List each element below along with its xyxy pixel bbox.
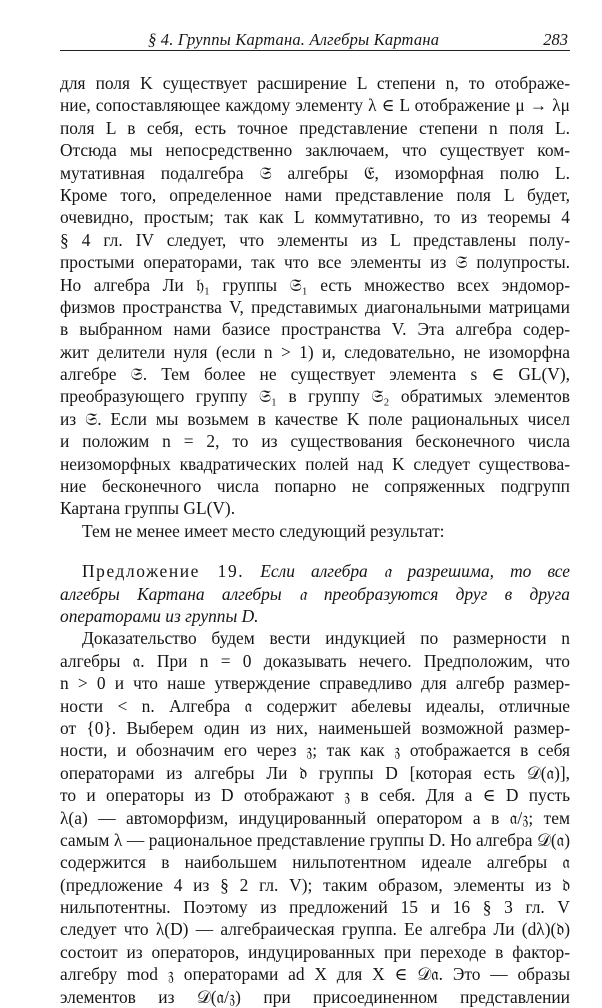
- proposition-statement: Если алгебра 𝔞 разрешима, то все: [244, 561, 570, 582]
- text-line: очевидно, простым; так как L коммутативно, то из теоремы 4: [60, 207, 570, 228]
- text-line: Но алгебра Ли 𝔥₁ группы 𝔖₁ есть множество всех эндомор-: [60, 274, 570, 295]
- page-body: [60, 72, 570, 1008]
- text-line: от {0}. Выберем один из них, наименьшей возможной размер-: [60, 717, 570, 738]
- proposition-block: [60, 560, 570, 627]
- text-line: элементов из 𝒟(𝔞/𝔷) при присоединенном представлении: [60, 986, 570, 1007]
- text-line: из 𝔖. Если мы возьмем в качестве K поле рациональных чисел: [60, 408, 570, 429]
- text-line: ности, и обозначим его через 𝔷; так как 𝔷 отображается в себя: [60, 740, 570, 761]
- text-line: алгебры 𝔞. При n = 0 доказывать нечего. Предположим, что: [60, 650, 570, 671]
- text-line: n > 0 и что наше утверждение справедливо для алгебр размер-: [60, 673, 570, 694]
- text-line: ние, сопоставляющее каждому элементу λ ∈ L отображение μ → λμ: [60, 95, 570, 116]
- proposition-label: Предложение 19.: [82, 561, 245, 582]
- text-line: мутативная подалгебра 𝔖 алгебры 𝔈, изоморфная полю L.: [60, 162, 570, 183]
- proposition-statement: операторами из группы D.: [60, 605, 259, 626]
- text-line: неизоморфных квадратических полей над K следует существова-: [60, 453, 570, 474]
- proposition-statement: алгебры Картана алгебры 𝔞 преобразуются друг в друга: [60, 583, 570, 604]
- proposition-first-line: [60, 560, 570, 582]
- text-line: Отсюда мы непосредственно заключаем, что существует ком-: [60, 140, 570, 161]
- text-line: содержится в наибольшем нильпотентном идеале алгебры 𝔞: [60, 852, 570, 873]
- text-line: алгебре 𝔖. Тем более не существует элемента s ∈ GL(V),: [60, 364, 570, 385]
- text-line: жит делители нуля (если n > 1) и, следовательно, не изоморфна: [60, 341, 570, 362]
- text-line: λ(a) — автоморфизм, индуцированный оператором a в 𝔞/𝔷; тем: [60, 807, 570, 828]
- text-line: нильпотентны. Поэтому из предложений 15 и 16 § 3 гл. V: [60, 897, 570, 918]
- text-line: Доказательство будем вести индукцией по размерности n: [82, 628, 570, 649]
- text-line: то и операторы из D отображают 𝔷 в себя. Для a ∈ D пусть: [60, 785, 570, 806]
- page-number: 283: [543, 30, 568, 49]
- text-line: в выбранном нами базисе пространства V. Эта алгебра содер-: [60, 319, 570, 340]
- text-line: (предложение 4 из § 2 гл. V); таким образом, элементы из 𝔡: [60, 874, 570, 895]
- text-line: операторами из алгебры Ли 𝔡 группы D [которая есть 𝒟(𝔞)],: [60, 762, 570, 783]
- text-line: самым λ — рациональное представление группы D. Но алгебра 𝒟(𝔞): [60, 829, 570, 850]
- text-line: Кроме того, определенное нами представление поля L будет,: [60, 184, 570, 205]
- text-line: преобразующего группу 𝔖₁ в группу 𝔖₂ обратимых элементов: [60, 386, 570, 407]
- text-line: простыми операторами, так что все элементы из 𝔖 полупросты.: [60, 252, 570, 273]
- paragraph-gap: [60, 542, 570, 560]
- text-line: ние бесконечного числа попарно не сопряженных подгрупп: [60, 476, 570, 497]
- text-line: следует что λ(D) — алгебраическая группа. Ее алгебра Ли (dλ)(𝔡): [60, 919, 570, 940]
- text-line: для поля K существует расширение L степени n, то отображе-: [60, 73, 570, 93]
- running-header: [60, 28, 570, 51]
- text-line: Картана группы GL(V).: [60, 498, 236, 519]
- text-line: § 4 гл. IV следует, что элементы из L представлены полу-: [60, 229, 570, 250]
- text-line: ности < n. Алгебра 𝔞 содержит абелевы идеалы, отличные: [60, 695, 570, 716]
- text-line: физмов пространства V, представимых диагональными матрицами: [60, 296, 570, 317]
- proof-block: [60, 627, 570, 1008]
- text-line: поля L в себя, есть точное представление степени n поля L.: [60, 117, 570, 138]
- paragraph-continuation: [60, 72, 570, 520]
- text-line: состоит из операторов, индуцированных при переходе в фактор-: [60, 941, 570, 962]
- transition-sentence: Тем не менее имеет место следующий результат:: [82, 520, 445, 541]
- text-line: и положим n = 2, то из существования бесконечного числа: [60, 431, 570, 452]
- text-line: алгебру mod 𝔷 операторами ad X для X ∈ 𝒟𝔞. Это — образы: [60, 964, 570, 985]
- running-title: § 4. Группы Картана. Алгебры Картана: [148, 30, 440, 49]
